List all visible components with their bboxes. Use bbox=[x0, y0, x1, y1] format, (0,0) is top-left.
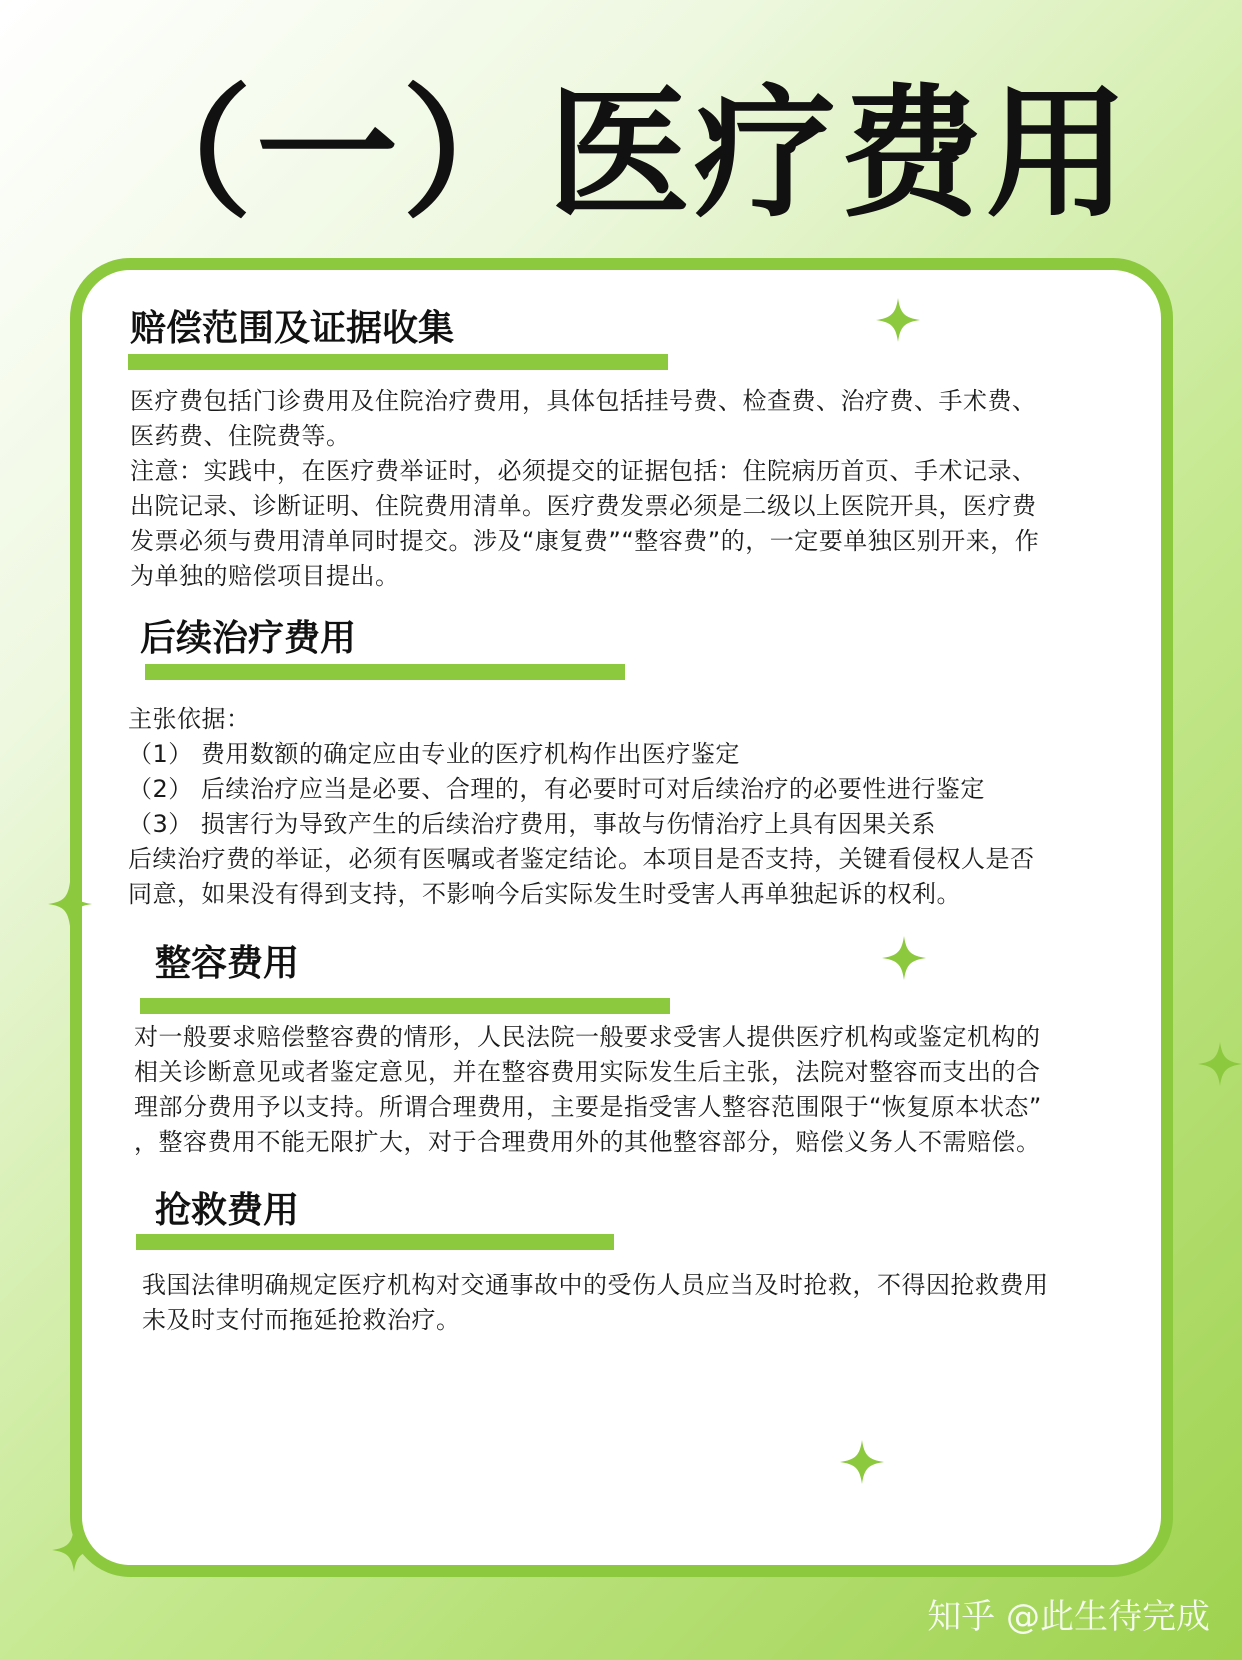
section-body-cosmetic-surgery bbox=[134, 1020, 1042, 1160]
text-line: 理部分费用予以支持。所谓合理费用，主要是指受害人整容范围限于“恢复原本状态” bbox=[134, 1093, 1042, 1121]
section-heading-compensation-scope: 赔偿范围及证据收集 bbox=[130, 308, 455, 349]
sparkle-icon bbox=[840, 1440, 884, 1484]
section-underline bbox=[128, 354, 668, 370]
text-line: （2） 后续治疗应当是必要、合理的，有必要时可对后续治疗的必要性进行鉴定 bbox=[128, 775, 985, 803]
section-body-emergency-rescue bbox=[142, 1268, 1049, 1338]
section-underline bbox=[140, 998, 670, 1014]
text-line: （1） 费用数额的确定应由专业的医疗机构作出医疗鉴定 bbox=[128, 740, 740, 768]
text-line: ，整容费用不能无限扩大，对于合理费用外的其他整容部分，赔偿义务人不需赔偿。 bbox=[134, 1128, 1041, 1156]
text-line: 出院记录、诊断证明、住院费用清单。医疗费发票必须是二级以上医院开具，医疗费 bbox=[130, 492, 1037, 520]
text-line: 注意：实践中，在医疗费举证时，必须提交的证据包括：住院病历首页、手术记录、 bbox=[130, 457, 1037, 485]
text-line: 主张依据： bbox=[128, 705, 251, 733]
section-body-follow-up-treatment bbox=[128, 702, 1035, 912]
sparkle-icon bbox=[52, 1528, 96, 1572]
text-line: 医疗费包括门诊费用及住院治疗费用，具体包括挂号费、检查费、治疗费、手术费、 bbox=[130, 387, 1037, 415]
text-line: 后续治疗费的举证，必须有医嘱或者鉴定结论。本项目是否支持，关键看侵权人是否 bbox=[128, 845, 1035, 873]
text-line: 我国法律明确规定医疗机构对交通事故中的受伤人员应当及时抢救，不得因抢救费用 bbox=[142, 1271, 1049, 1299]
section-underline bbox=[136, 1234, 614, 1250]
section-heading-follow-up-treatment: 后续治疗费用 bbox=[140, 618, 357, 659]
text-line: （3） 损害行为导致产生的后续治疗费用，事故与伤情治疗上具有因果关系 bbox=[128, 810, 936, 838]
text-line: 对一般要求赔偿整容费的情形，人民法院一般要求受害人提供医疗机构或鉴定机构的 bbox=[134, 1023, 1041, 1051]
sparkle-icon bbox=[48, 882, 92, 926]
section-heading-cosmetic-surgery: 整容费用 bbox=[155, 943, 300, 984]
section-body-compensation-scope bbox=[130, 384, 1039, 594]
text-line: 相关诊断意见或者鉴定意见，并在整容费用实际发生后主张，法院对整容而支出的合 bbox=[134, 1058, 1041, 1086]
text-line: 为单独的赔偿项目提出。 bbox=[130, 562, 400, 590]
watermark-text: 知乎 @此生待完成 bbox=[927, 1597, 1210, 1637]
text-line: 发票必须与费用清单同时提交。涉及“康复费”“整容费”的，一定要单独区别开来，作 bbox=[130, 527, 1040, 555]
section-underline bbox=[145, 664, 625, 680]
sparkle-icon bbox=[876, 298, 920, 342]
sparkle-icon bbox=[1198, 1042, 1242, 1086]
text-line: 医药费、住院费等。 bbox=[130, 422, 351, 450]
page-title: （一）医疗费用 bbox=[110, 72, 1132, 237]
sparkle-icon bbox=[882, 936, 926, 980]
section-heading-emergency-rescue: 抢救费用 bbox=[155, 1190, 300, 1231]
text-line: 同意，如果没有得到支持，不影响今后实际发生时受害人再单独起诉的权利。 bbox=[128, 880, 961, 908]
text-line: 未及时支付而拖延抢救治疗。 bbox=[142, 1306, 461, 1334]
